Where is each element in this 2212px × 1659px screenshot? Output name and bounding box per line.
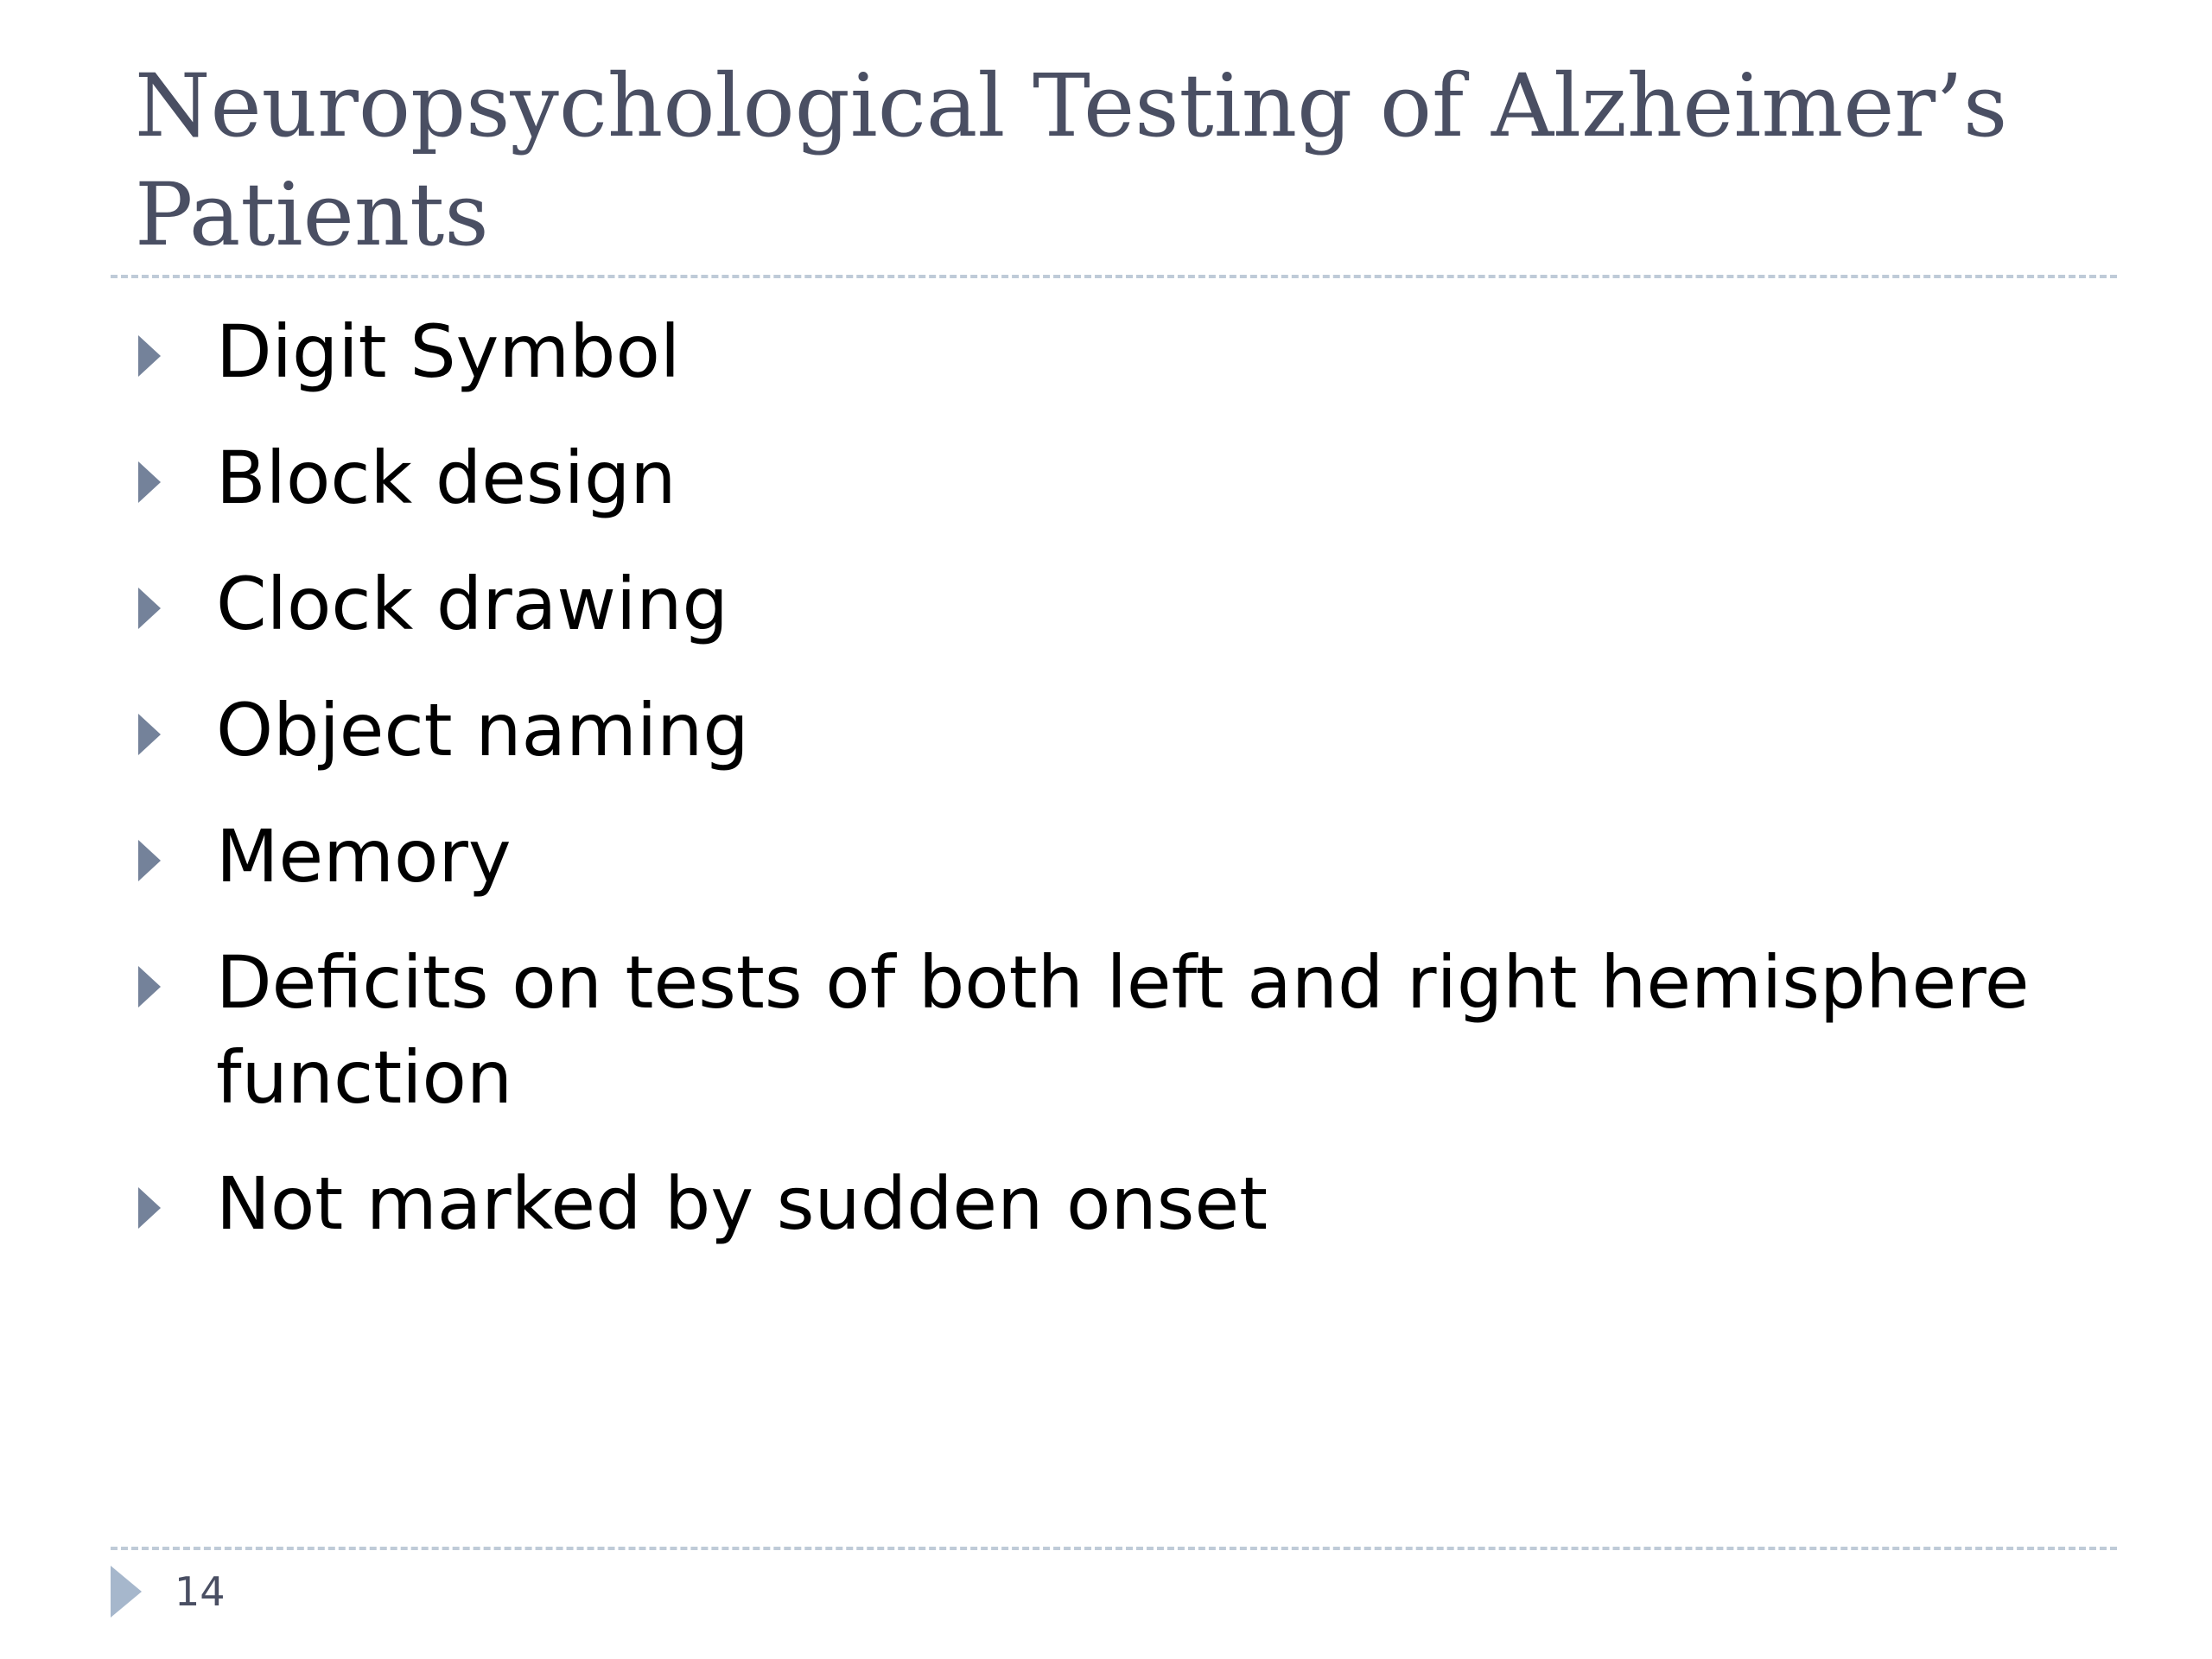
triangle-right-icon [138, 461, 161, 503]
list-item [130, 809, 2100, 904]
list-item [130, 556, 2100, 652]
slide-title: Neuropsychological Testing of Alzheimer’s Patients [135, 55, 2008, 265]
triangle-right-icon [138, 1187, 161, 1229]
triangle-right-icon [138, 714, 161, 755]
slide-number: 14 [175, 1568, 226, 1615]
bullet-text: Object naming [216, 688, 749, 772]
bullet-text: Memory [216, 814, 512, 899]
triangle-right-icon [138, 840, 161, 881]
triangle-right-icon [138, 966, 161, 1007]
bullet-text: Digit Symbol [216, 309, 681, 394]
list-item [130, 1156, 2100, 1251]
triangle-right-icon [111, 1566, 142, 1618]
bullet-text: Deficits on tests of both left and right hemisphere function [216, 940, 2030, 1120]
bullet-text: Clock drawing [216, 562, 728, 646]
list-item [130, 304, 2100, 399]
list-item [130, 683, 2100, 778]
bullet-text: Block design [216, 435, 677, 520]
bullet-list [130, 304, 2100, 1282]
footer-divider [111, 1547, 2117, 1550]
list-item [130, 935, 2100, 1125]
title-divider [111, 275, 2117, 278]
triangle-right-icon [138, 335, 161, 377]
bullet-text: Not marked by sudden onset [216, 1161, 1268, 1246]
list-item [130, 430, 2100, 525]
triangle-right-icon [138, 588, 161, 629]
